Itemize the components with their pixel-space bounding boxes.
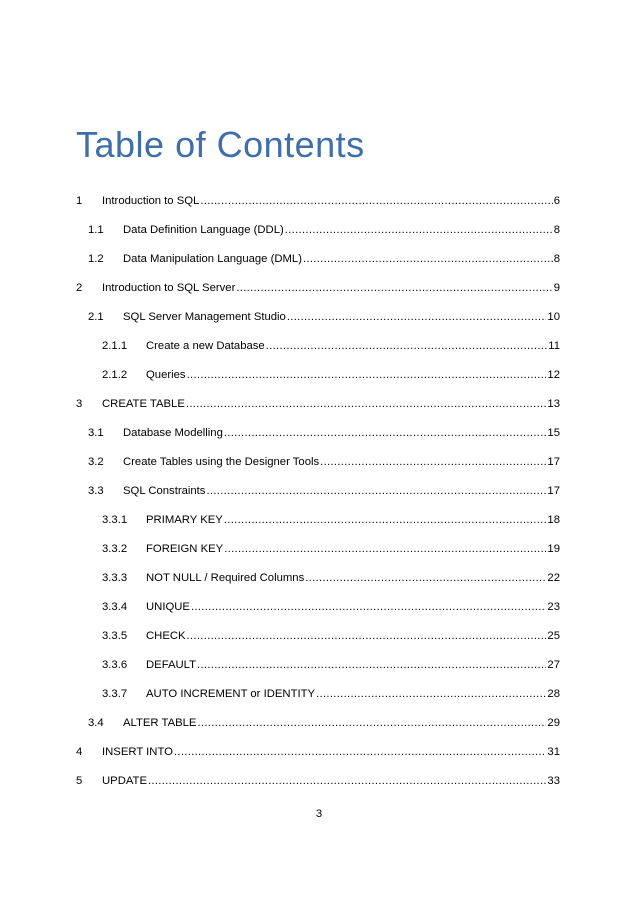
toc-entry-page: 22: [547, 572, 560, 584]
toc-entry[interactable]: [76, 745, 560, 774]
dot-leader: [224, 542, 546, 556]
toc-entry[interactable]: [76, 716, 560, 745]
page-number: 3: [315, 808, 323, 820]
toc-entry-number: 3.3.3: [102, 572, 128, 584]
toc-entry-page: 17: [547, 456, 560, 468]
toc-entry-number: 3.1: [88, 427, 104, 439]
toc-entry[interactable]: [76, 658, 560, 687]
toc-entry-number: 3.2: [88, 456, 104, 468]
dot-leader: [197, 658, 546, 672]
dot-leader: [316, 687, 546, 701]
toc-entry-page: 6: [553, 195, 560, 207]
toc-entry[interactable]: [76, 281, 560, 310]
dot-leader: [186, 397, 547, 411]
toc-entry-title[interactable]: Database Modelling: [123, 427, 223, 439]
toc-title: Table of Contents: [76, 124, 365, 165]
toc-entry-title[interactable]: Create Tables using the Designer Tools: [123, 456, 320, 468]
toc-entry-page: 28: [547, 688, 560, 700]
toc-entry[interactable]: [76, 542, 560, 571]
toc-entry-title[interactable]: Queries: [146, 369, 186, 381]
toc-entry-title[interactable]: SQL Constraints: [123, 485, 206, 497]
toc-entry-page: 8: [553, 224, 560, 236]
toc-entry[interactable]: [76, 513, 560, 542]
toc-entry-number: 3.4: [88, 717, 104, 729]
toc-entry[interactable]: [76, 310, 560, 339]
dot-leader: [191, 600, 546, 614]
toc-entry-number: 5: [76, 775, 83, 787]
toc-entry-page: 18: [547, 514, 560, 526]
toc-entry-number: 3.3: [88, 485, 104, 497]
toc-entry-number: 1.2: [88, 253, 104, 265]
toc-entry-page: 19: [547, 543, 560, 555]
toc-entry[interactable]: [76, 571, 560, 600]
dot-leader: [148, 774, 546, 788]
toc-entry-page: 17: [547, 485, 560, 497]
toc-entry[interactable]: [76, 368, 560, 397]
toc-entry-title[interactable]: UPDATE: [102, 775, 147, 787]
toc-entry-page: 13: [547, 398, 560, 410]
toc-entry[interactable]: [76, 397, 560, 426]
toc-entry-page: 27: [547, 659, 560, 671]
toc-entry-number: 3.3.5: [102, 630, 128, 642]
toc-entry-number: 3.3.6: [102, 659, 128, 671]
toc-entry-number: 1: [76, 195, 83, 207]
toc-entry-page: 8: [553, 253, 560, 265]
toc-entry-number: 4: [76, 746, 83, 758]
dot-leader: [200, 194, 552, 208]
toc-entry[interactable]: [76, 687, 560, 716]
toc-entry[interactable]: [76, 455, 560, 484]
toc-entry-number: 3.3.2: [102, 543, 128, 555]
toc-entry-number: 2: [76, 282, 83, 294]
toc-entry[interactable]: [76, 600, 560, 629]
dot-leader: [287, 310, 547, 324]
toc-entry-title[interactable]: INSERT INTO: [102, 746, 173, 758]
dot-leader: [206, 484, 546, 498]
toc-entry-number: 3.3.1: [102, 514, 128, 526]
toc-entry-number: 1.1: [88, 224, 104, 236]
toc-entry-title[interactable]: CREATE TABLE: [102, 398, 185, 410]
toc-entry-title[interactable]: CHECK: [146, 630, 186, 642]
dot-leader: [174, 745, 546, 759]
toc-entry-title[interactable]: AUTO INCREMENT or IDENTITY: [146, 688, 316, 700]
toc-entry-page: 11: [548, 340, 560, 352]
toc-entry-title[interactable]: Introduction to SQL Server: [102, 282, 236, 294]
toc-entry[interactable]: [76, 629, 560, 658]
toc-entry-page: 12: [547, 369, 560, 381]
toc-entry-page: 29: [547, 717, 560, 729]
toc-entry-title[interactable]: NOT NULL / Required Columns: [146, 572, 305, 584]
toc-entry[interactable]: [76, 252, 560, 281]
toc-entry-title[interactable]: ALTER TABLE: [123, 717, 197, 729]
toc-entry[interactable]: [76, 339, 560, 368]
toc-entry-title[interactable]: PRIMARY KEY: [146, 514, 223, 526]
toc-entry[interactable]: [76, 426, 560, 455]
toc-entry-title[interactable]: UNIQUE: [146, 601, 190, 613]
toc-entry-number: 3.3.7: [102, 688, 128, 700]
dot-leader: [224, 513, 547, 527]
toc-entry-title[interactable]: Create a new Database: [146, 340, 265, 352]
toc-entry-number: 2.1: [88, 311, 104, 323]
dot-leader: [187, 629, 547, 643]
toc-entry-title[interactable]: FOREIGN KEY: [146, 543, 224, 555]
toc-entry-number: 2.1.2: [102, 369, 128, 381]
dot-leader: [266, 339, 548, 353]
toc-entry-title[interactable]: Data Manipulation Language (DML): [123, 253, 302, 265]
toc-entry-number: 3.3.4: [102, 601, 128, 613]
dot-leader: [303, 252, 553, 266]
dot-leader: [285, 223, 553, 237]
dot-leader: [320, 455, 546, 469]
dot-leader: [187, 368, 547, 382]
toc-entry[interactable]: [76, 194, 560, 223]
toc-entry[interactable]: [76, 223, 560, 252]
toc-entry-number: 2.1.1: [102, 340, 128, 352]
toc-entry-number: 3: [76, 398, 83, 410]
dot-leader: [224, 426, 547, 440]
toc-entry-title[interactable]: DEFAULT: [146, 659, 197, 671]
toc-entry[interactable]: [76, 774, 560, 803]
toc-entry-page: 33: [547, 775, 560, 787]
toc-entry-page: 9: [553, 282, 560, 294]
dot-leader: [197, 716, 546, 730]
toc-entry-page: 15: [547, 427, 560, 439]
toc-entry-title[interactable]: Data Definition Language (DDL): [123, 224, 284, 236]
toc-entry-page: 10: [547, 311, 560, 323]
toc-entry[interactable]: [76, 484, 560, 513]
toc-entry-page: 25: [547, 630, 560, 642]
dot-leader: [236, 281, 552, 295]
toc-entry-title[interactable]: SQL Server Management Studio: [123, 311, 286, 323]
toc-entry-page: 23: [547, 601, 560, 613]
toc-entry-page: 31: [547, 746, 560, 758]
dot-leader: [305, 571, 546, 585]
toc-entry-title[interactable]: Introduction to SQL: [102, 195, 200, 207]
table-of-contents: [76, 194, 560, 803]
